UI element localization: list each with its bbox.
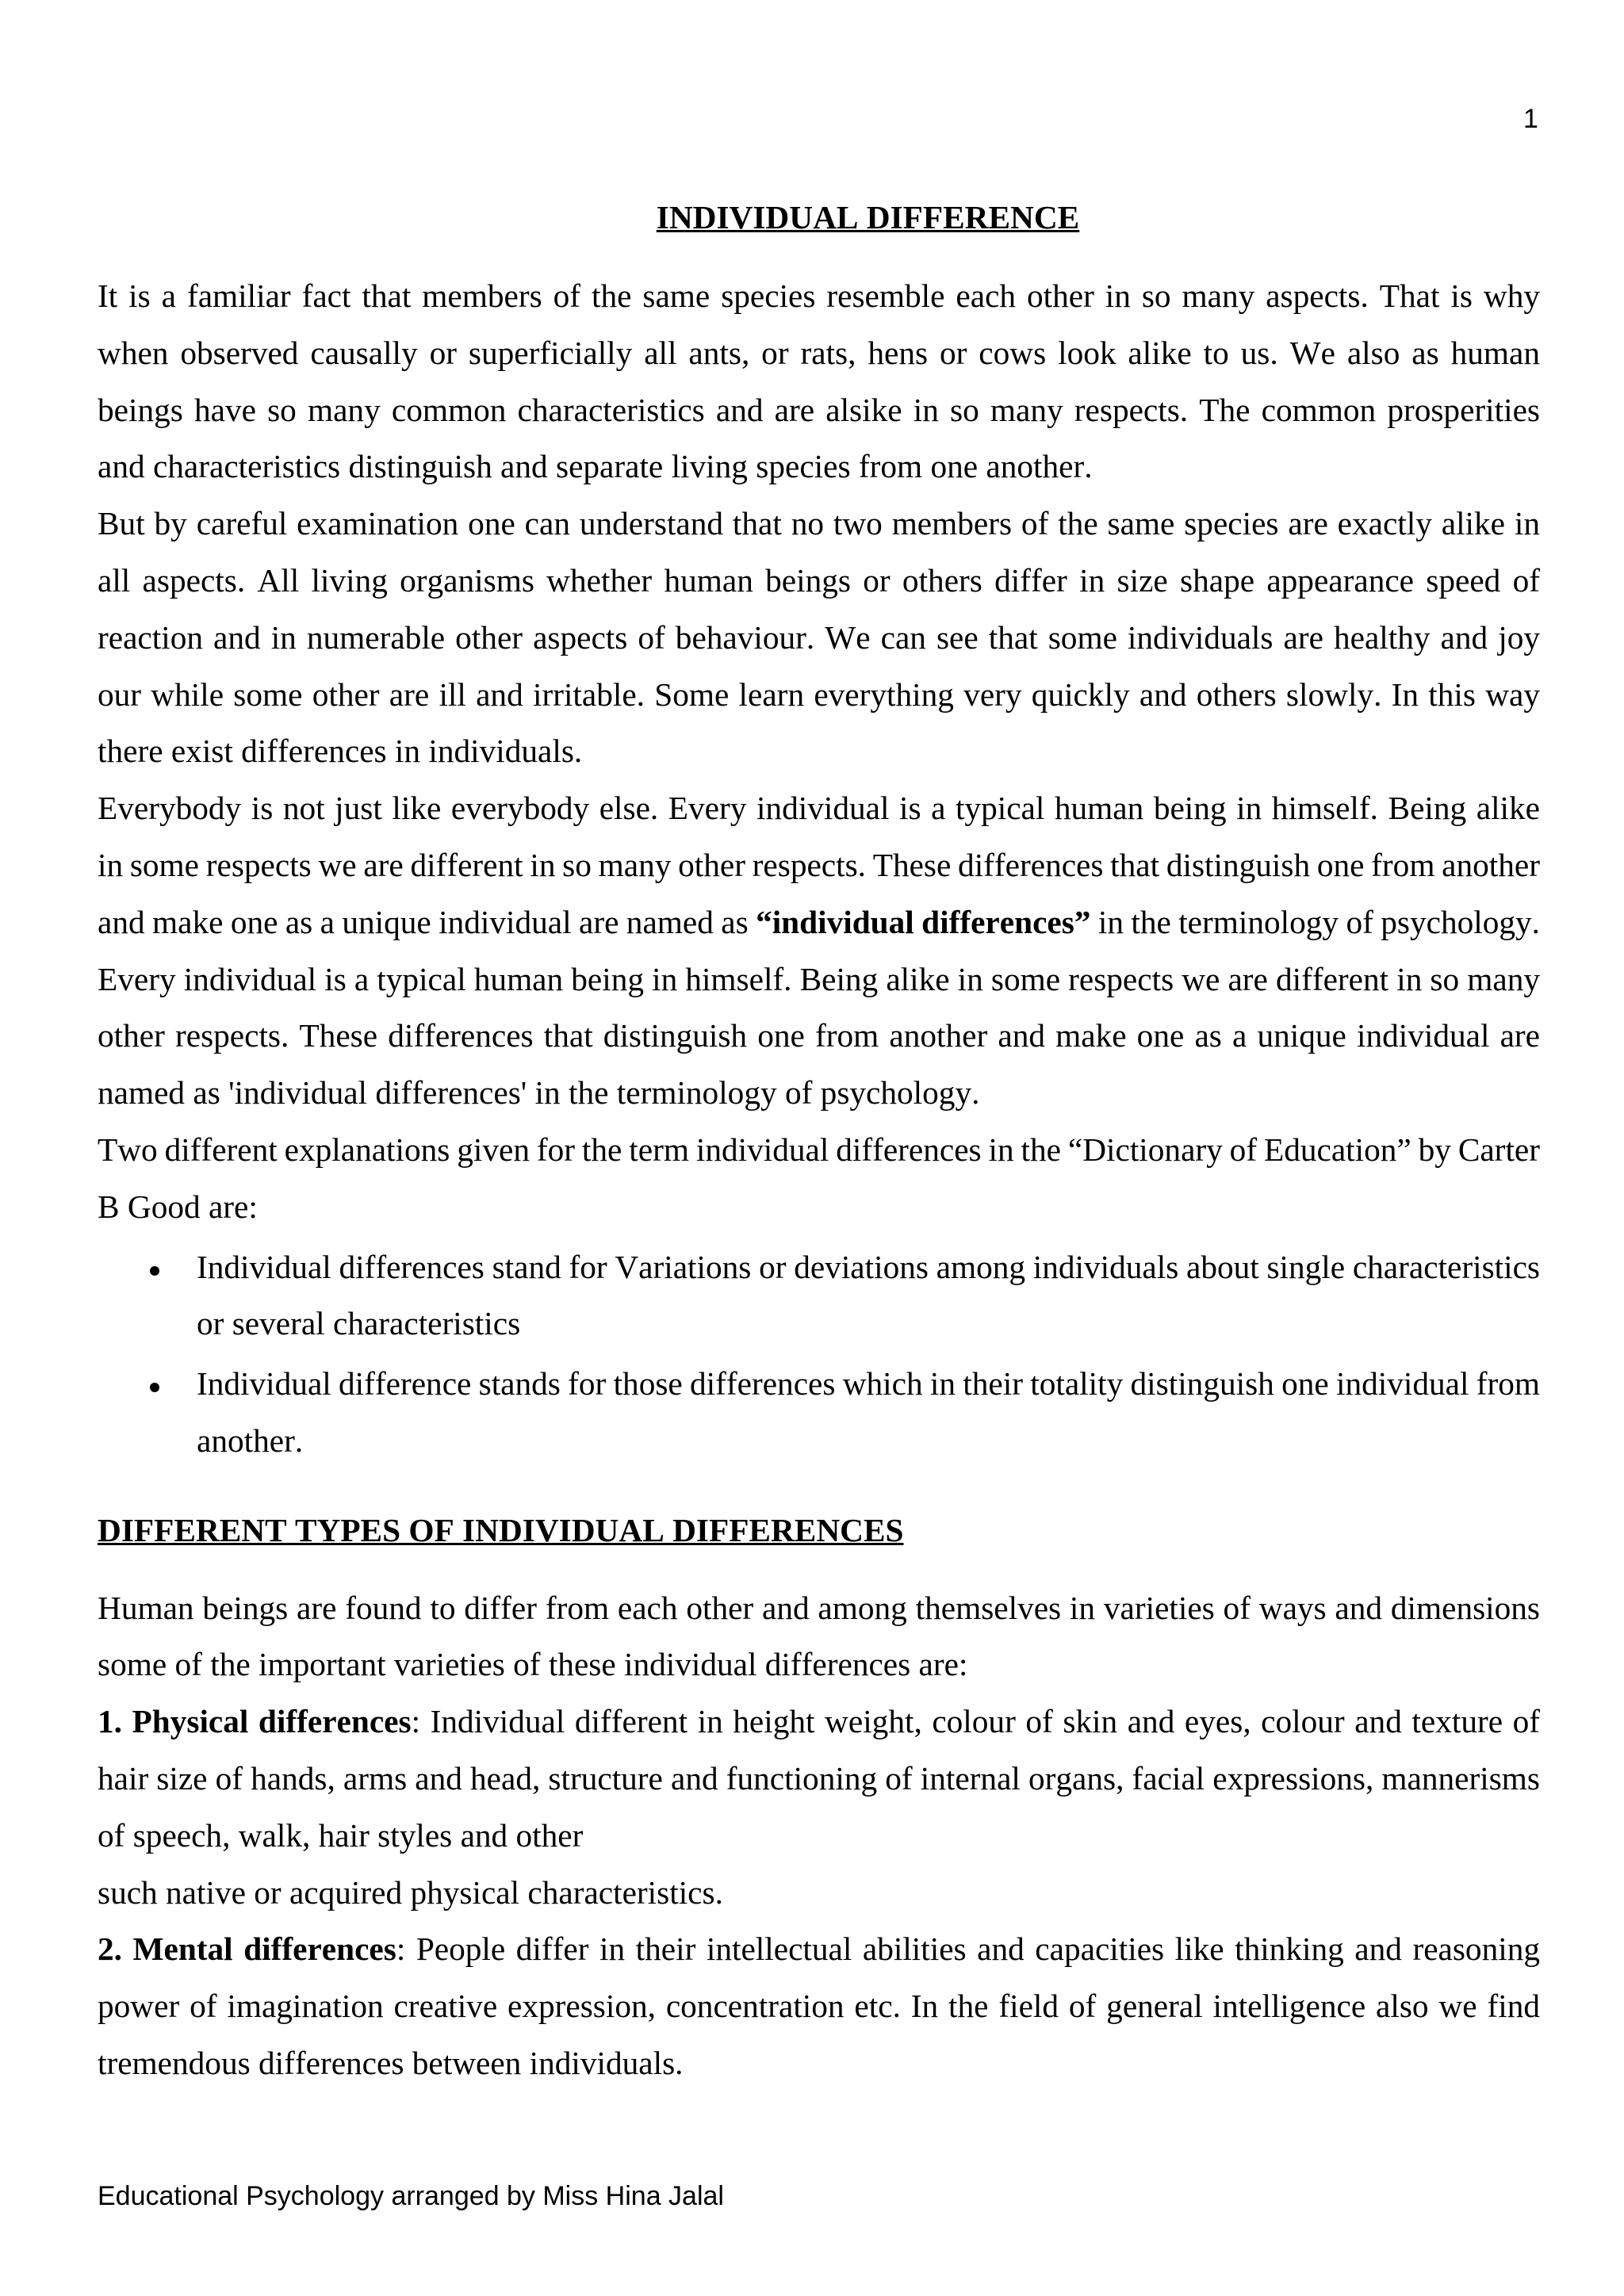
bullet-icon [150, 1383, 159, 1392]
bold-term: “individual differences” [756, 903, 1091, 940]
text-line: tremendous differences between individuals. [98, 2044, 684, 2081]
text-line: and characteristics distinguish and separate living species from one another. [98, 448, 1093, 485]
paragraph [98, 1921, 1540, 2091]
text-line: Everybody is not just like everybody else. Every individual is a typical human being in himself. Being alike [98, 790, 1540, 827]
text-line: hair size of hands, arms and head, structure and functioning of internal organs, facial expressions, mannerisms [98, 1759, 1540, 1797]
section-heading [98, 1502, 1540, 1559]
text-line: Two different explanations given for the term individual differences in the “Dictionary of Education” by Carter [98, 1131, 1540, 1168]
text-fragment: and make one as a unique individual are named as [98, 903, 756, 940]
footer-text: Educational Psychology arranged by Miss Hina Jalal [98, 2181, 724, 2211]
text-line: beings have so many common characteristics and are alsike in so many respects. The common prosperities [98, 391, 1540, 428]
list-item [98, 1356, 1540, 1470]
text-line: another. [197, 1422, 304, 1459]
text-line: It is a familiar fact that members of the same species resemble each other in so many aspects. That is why [98, 277, 1540, 314]
text-line: in some respects we are different in so many other respects. These differences that distinguish one from another [98, 846, 1540, 883]
text-line: Individual difference stands for those differences which in their totality distinguish one individual from [197, 1365, 1540, 1402]
text-fragment: in the terminology of psychology. [1090, 903, 1540, 940]
document-title [98, 189, 1540, 247]
text-line: B Good are: [98, 1188, 258, 1225]
bullet-list [98, 1239, 1540, 1470]
paragraph [98, 1693, 1540, 1921]
text-line: power of imagination creative expression, concentration etc. In the field of general intelligence also we find [98, 1988, 1540, 2025]
paragraph [98, 1580, 1540, 1694]
text-fragment: : People differ in their intellectual abilities and capacities like thinking and reasoning [396, 1931, 1540, 1968]
page-number: 1 [1523, 104, 1538, 134]
text-line: Every individual is a typical human being in himself. Being alike in some respects we are different in so many [98, 960, 1540, 997]
document-title-text: INDIVIDUAL DIFFERENCE [656, 199, 1080, 235]
text-fragment: : Individual different in height weight, colour of skin and eyes, colour and texture of [411, 1703, 1540, 1740]
text-line: there exist differences in individuals. [98, 733, 583, 770]
text-line: Human beings are found to differ from each other and among themselves in varieties of ways and dimensions [98, 1589, 1540, 1626]
text-line: our while some other are ill and irritable. Some learn everything very quickly and others slowly. In this way [98, 675, 1540, 713]
text-line: reaction and in numerable other aspects of behaviour. We can see that some individuals are healthy and joy [98, 618, 1540, 656]
text-line [98, 1921, 1540, 1978]
bullet-icon [150, 1266, 159, 1276]
list-item [98, 1239, 1540, 1353]
text-line: But by careful examination one can understand that no two members of the same species are exactly alike in [98, 505, 1540, 542]
bold-term: 2. Mental differences [98, 1931, 396, 1968]
text-line: some of the important varieties of these individual differences are: [98, 1646, 968, 1683]
section-heading-text: DIFFERENT TYPES OF INDIVIDUAL DIFFERENCES [98, 1511, 904, 1548]
text-line: such native or acquired physical characteristics. [98, 1873, 723, 1911]
text-line: all aspects. All living organisms whether human beings or others differ in size shape appearance speed of [98, 561, 1540, 599]
text-line: or several characteristics [197, 1305, 521, 1342]
paragraph [98, 1122, 1540, 1236]
paragraph [98, 496, 1540, 780]
document-body [98, 268, 1540, 2092]
text-line [98, 1693, 1540, 1751]
bold-term: 1. Physical differences [98, 1703, 412, 1740]
text-line: Individual differences stand for Variations or deviations among individuals about single characteristics [197, 1248, 1540, 1285]
paragraph [98, 268, 1540, 496]
text-line: when observed causally or superficially all ants, or rats, hens or cows look alike to us. We also as human [98, 334, 1540, 371]
text-line: other respects. These differences that distinguish one from another and make one as a unique individual are [98, 1017, 1540, 1054]
text-line: of speech, walk, hair styles and other [98, 1816, 584, 1854]
paragraph [98, 780, 1540, 1122]
text-line [98, 894, 1540, 951]
text-line: named as 'individual differences' in the terminology of psychology. [98, 1074, 980, 1112]
